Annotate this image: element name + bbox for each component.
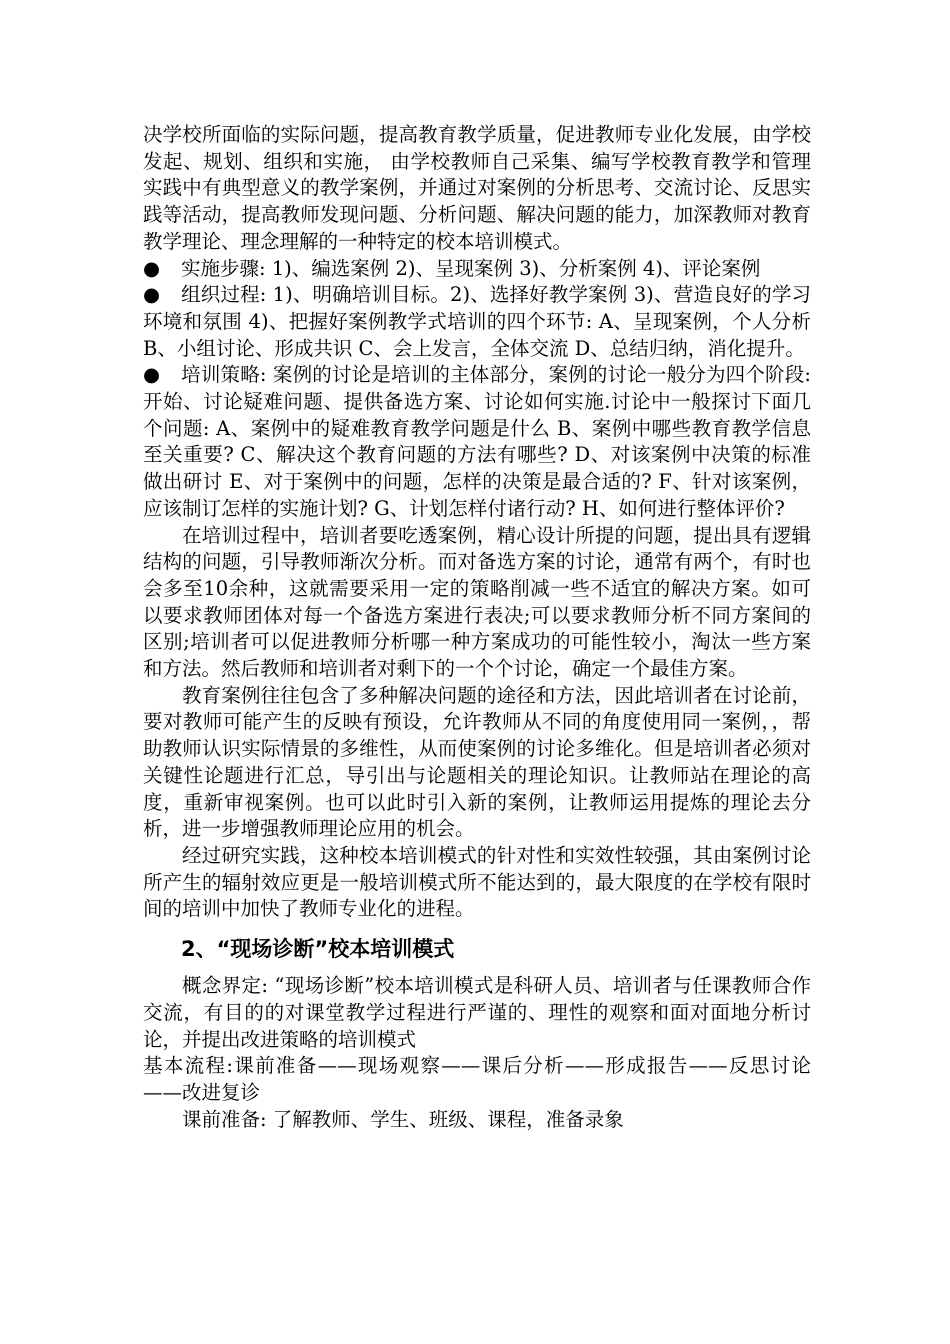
section-heading: 2、“现场诊断”校本培训模式 bbox=[181, 937, 455, 962]
flow-paragraph: 基本流程:课前准备——现场观察——课后分析——形成报告——反思讨论——改进复诊 bbox=[143, 1054, 811, 1104]
paragraph-case-discussion: 教育案例往往包含了多种解决问题的途径和方法，因此培训者在讨论前，要对教师可能产生的反映有预设，允许教师从不同的角度使用同一案例，，帮助教师认识实际情景的多维性，从而使案例的讨论多维化。但是培训者必须对关键性论题进行汇总，导引出与论题相关的理论知识。让教师站在理论的高度，重新审视案例。也可以此时引入新的案例，让教师运用提炼的理论去分析，进一步增强教师理论应用的机会。 bbox=[143, 683, 811, 841]
bullet-strategy bbox=[143, 362, 811, 522]
paragraph-training-process: 在培训过程中，培训者要吃透案例，精心设计所提的问题，提出具有逻辑结构的问题，引导教师渐次分析。而对备选方案的讨论，通常有两个，有时也会多至10余种，这就需要采用一定的策略削减一些不适宜的解决方案。如可以要求教师团体对每一个备选方案进行表决;可以要求教师分析不同方案间的区别;培训者可以促进教师分析哪一种方案成功的可能性较小，淘汰一些方案和方法。然后教师和培训者对剩下的一个个讨论，确定一个最佳方案。 bbox=[143, 523, 811, 681]
prep-paragraph: 课前准备: 了解教师、学生、班级、课程，准备录象 bbox=[182, 1107, 624, 1131]
bullet-strategy-text: 培训策略: 案例的讨论是培训的主体部分，案例的讨论一般分为四个阶段: 开始、讨论疑难问题、提供备选方案、讨论如何实施.讨论中一般探讨下面几个问题: A、案例中的疑难教育教学问题是什么 B、案例中哪些教育教学信息至关重要? C、解决这个教育问题的方法有哪些? D、对该案例中决策的标准做出研讨 E、对于案例中的问题，怎样的决策是最合适的? F、针对该案例，应该制订怎样的实施计划? G、计划怎样付诸行动? H、如何进行整体评价? bbox=[143, 363, 811, 520]
bullet-steps-text: 实施步骤: 1)、编选案例 2)、呈现案例 3)、分析案例 4)、评论案例 bbox=[181, 256, 761, 280]
bullet-dot: ● bbox=[143, 256, 161, 280]
bullet-dot: ● bbox=[143, 283, 161, 307]
bullet-dot: ● bbox=[143, 363, 161, 387]
paragraph-conclusion: 经过研究实践，这种校本培训模式的针对性和实效性较强，其由案例讨论所产生的辐射效应更是一般培训模式所不能达到的，最大限度的在学校有限时间的培训中加快了教师专业化的进程。 bbox=[143, 843, 811, 921]
intro-paragraph: 决学校所面临的实际问题，提高教育教学质量，促进教师专业化发展，由学校发起、规划、组织和实施， 由学校教师自己采集、编写学校教育教学和管理实践中有典型意义的教学案例，并通过对案例的分析思考、交流讨论、反思实践等活动，提高教师发现问题、分析问题、解决问题的能力，加深教师对教育教学理论、理念理解的一种特定的校本培训模式。 bbox=[143, 123, 811, 253]
bullet-steps bbox=[143, 256, 811, 283]
document-page bbox=[143, 122, 811, 1133]
bullet-process-text: 组织过程: 1)、明确培训目标。2)、选择好教学案例 3)、营造良好的学习环境和氛围 4)、把握好案例教学式培训的四个环节: A、呈现案例，个人分析 B、小组讨论、形成共识 C、会上发言，全体交流 D、总结归纳，消化提升。 bbox=[143, 283, 811, 360]
bullet-process bbox=[143, 282, 811, 362]
concept-paragraph: 概念界定: “现场诊断”校本培训模式是科研人员、培训者与任课教师合作交流，有目的的对课堂教学过程进行严谨的、理性的观察和面对面地分析讨论，并提出改进策略的培训模式 bbox=[143, 974, 811, 1051]
